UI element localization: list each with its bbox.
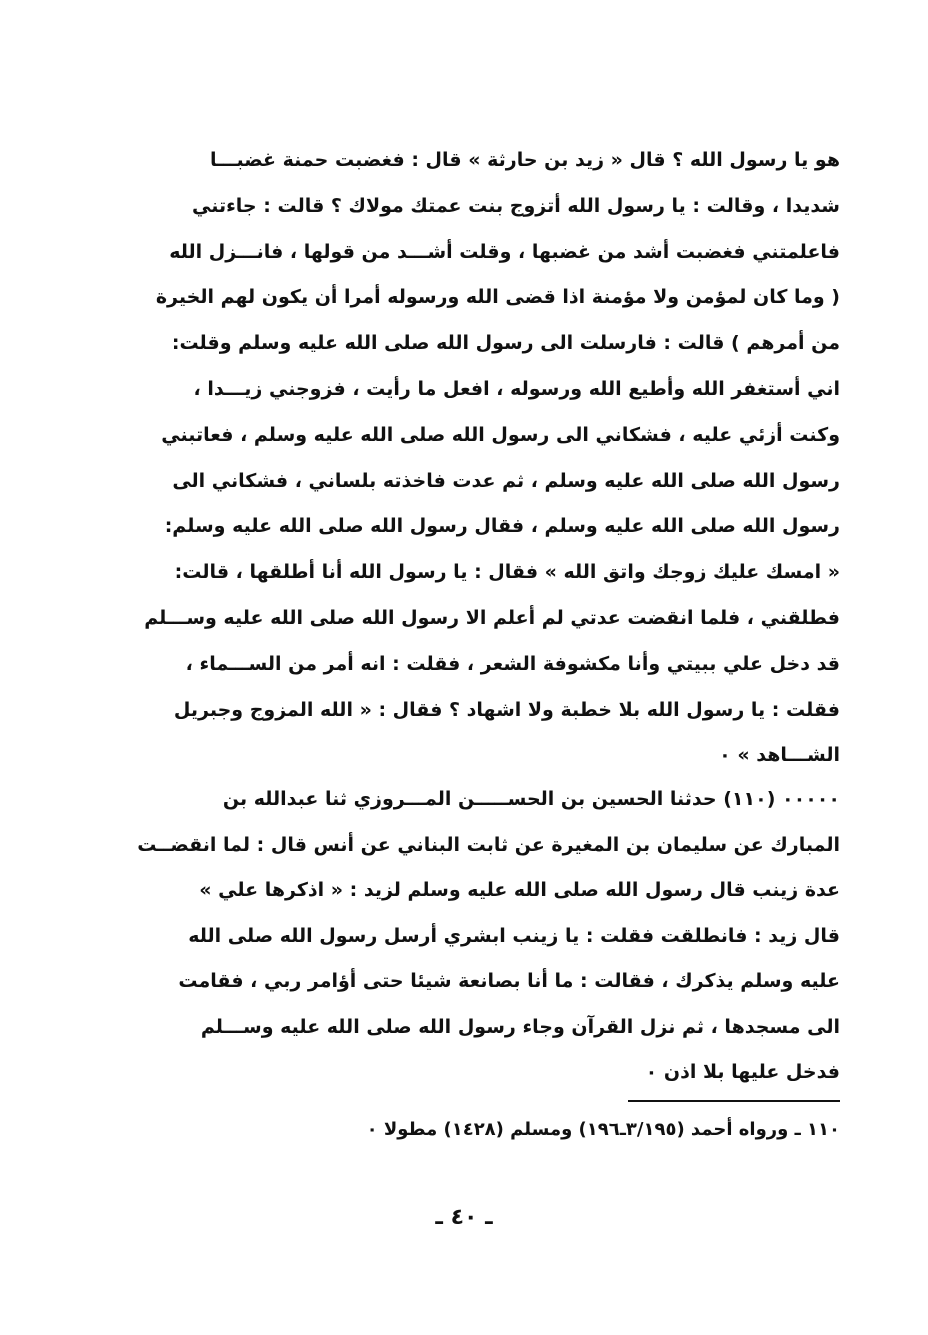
paragraph-hadith-110 — [128, 777, 840, 1096]
text-line: فقلت : يا رسول الله بلا خطبة ولا اشهاد ؟ فقال : « الله المزوج وجبريل — [173, 698, 840, 721]
text-line: رسول الله صلى الله عليه وسلم ، فقال رسول الله صلى الله عليه وسلم: — [164, 515, 840, 538]
text-line: الى مسجدها ، ثم نزل القرآن وجاء رسول الله صلى الله عليه وســـلم — [200, 1015, 840, 1038]
text-line: رسول الله صلى الله عليه وسلم ، ثم عدت فاخذته بلساني ، فشكاني الى — [172, 469, 840, 492]
paragraph-hadith-continuation — [128, 138, 840, 779]
footnote-separator — [628, 1100, 840, 1102]
text-line: « امسك عليك زوجك واتق الله » فقال : يا رسول الله أنا أطلقها ، قالت: — [174, 561, 840, 584]
page-number: ـ ٤٠ ـ — [435, 1205, 493, 1230]
text-line: الشـــاهد » ٠ — [719, 744, 840, 767]
text-line: وكنت أزئي عليه ، فشكاني الى رسول الله صلى الله عليه وسلم ، فعاتبني — [161, 423, 840, 446]
footnote: ١١٠ ـ ورواه أحمد (٣/١٩٥ـ١٩٦) ومسلم (١٤٢٨) مطولا ٠ — [366, 1119, 840, 1140]
text-line: فطلقني ، فلما انقضت عدتي لم أعلم الا رسول الله صلى الله عليه وســـلم — [144, 606, 840, 629]
text-line: المبارك عن سليمان بن المغيرة عن ثابت البناني عن أنس قال : لما انقضــت — [137, 833, 840, 856]
text-line: فدخل عليها بلا اذن ٠ — [645, 1061, 840, 1083]
text-line: هو يا رسول الله ؟ قال « زيد بن حارثة » قال : فغضبت حمنة غضبـــا — [209, 149, 840, 171]
text-line: قد دخل علي ببيتي وأنا مكشوفة الشعر ، فقلت : انه أمر من الســـماء ، — [185, 652, 840, 675]
text-line: عدة زينب قال رسول الله صلى الله عليه وسلم لزيد : « اذكرها علي » — [199, 879, 840, 901]
text-line: عليه وسلم يذكرك ، فقالت : ما أنا بصانعة شيئا حتى أؤامر ربي ، فقامت — [178, 970, 840, 992]
text-line: ( وما كان لمؤمن ولا مؤمنة اذا قضى الله ورسوله أمرا أن يكون لهم الخيرة — [155, 286, 840, 309]
text-line: اني أستغفر الله وأطيع الله ورسوله ، افعل ما رأيت ، فزوجني زيـــدا ، — [193, 377, 840, 400]
text-line: من أمرهم ) قالت : فارسلت الى رسول الله صلى الله عليه وسلم وقلت: — [171, 332, 840, 355]
text-line: فاعلمتني فغضبت أشد من غضبها ، وقلت أشـــد من قولها ، فانـــزل الله — [169, 240, 840, 263]
text-line: شديدا ، وقالت : يا رسول الله أتزوج بنت عمتك مولاك ؟ قالت : جاءتني — [191, 194, 840, 217]
text-line: ٠٠٠٠٠ (١١٠) حدثنا الحسين بن الحســـــن المـــروزي ثنا عبدالله بن — [222, 788, 840, 810]
text-line: قال زيد : فانطلقت فقلت : يا زينب ابشري أرسل رسول الله صلى الله — [188, 924, 840, 947]
